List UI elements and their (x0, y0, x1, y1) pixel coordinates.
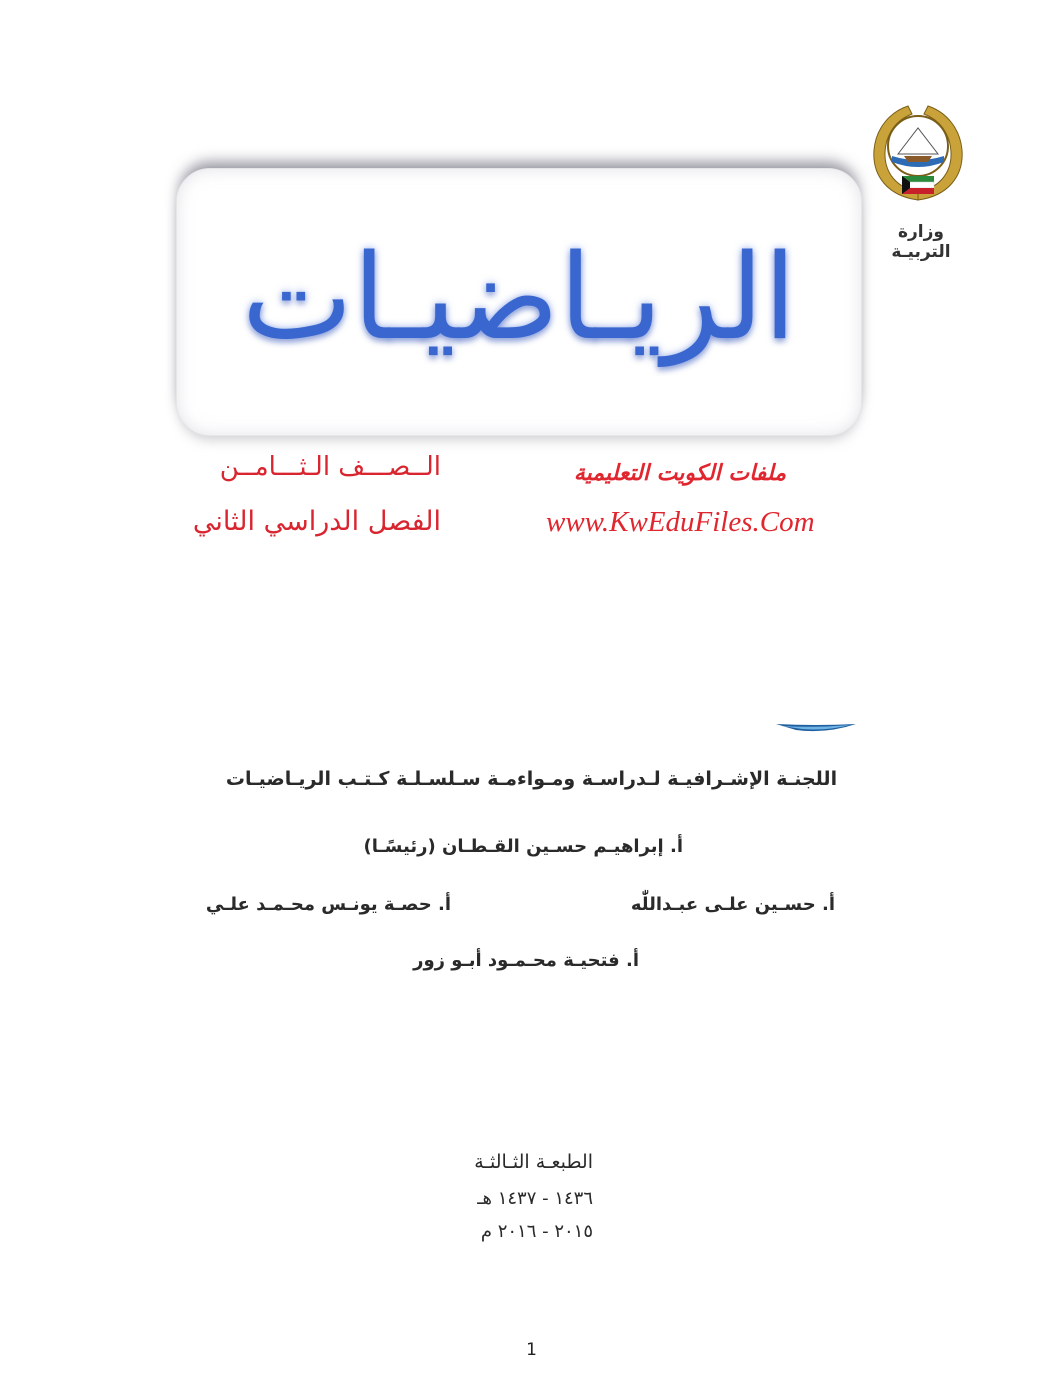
committee-member: أ. حصـة يونـس محـمـد علـي (205, 894, 451, 915)
term-label: الفصل الدراسي الثاني (192, 506, 441, 537)
grade-label: الــصـــف الـثـــامــن (219, 452, 441, 482)
page-number: 1 (526, 1340, 537, 1360)
watermark-site-name: ملفات الكويت التعليمية (573, 460, 786, 486)
edition-gregorian-years: ٢٠١٥ - ٢٠١٦ م (480, 1221, 593, 1242)
kuwait-emblem-icon (868, 98, 968, 208)
committee-title: اللجنـة الإشـرافيـة لـدراسـة ومـواءمـة سـلسـلـة كـتـب الريـاضيـات (225, 768, 838, 790)
watermark-url[interactable]: www.KwEduFiles.Com (546, 506, 815, 538)
committee-member: أ. فتحيـة محـمـود أبـو زور (413, 950, 639, 971)
decorative-swoosh-icon (776, 722, 856, 740)
ministry-label: وزارة التربيـة (891, 222, 951, 262)
edition-hijri-years: ١٤٣٦ - ١٤٣٧ هـ (477, 1188, 593, 1209)
book-title: الريـاضيـات (241, 228, 797, 366)
committee-member: أ. حسـين علـى عبـداللّٰه (630, 894, 835, 915)
edition-label: الطبعـة الثـالثـة (474, 1151, 593, 1173)
title-box (176, 168, 862, 436)
committee-chair: أ. إبراهيـم حسـين القـطـان (رئيسًـا) (363, 836, 683, 857)
